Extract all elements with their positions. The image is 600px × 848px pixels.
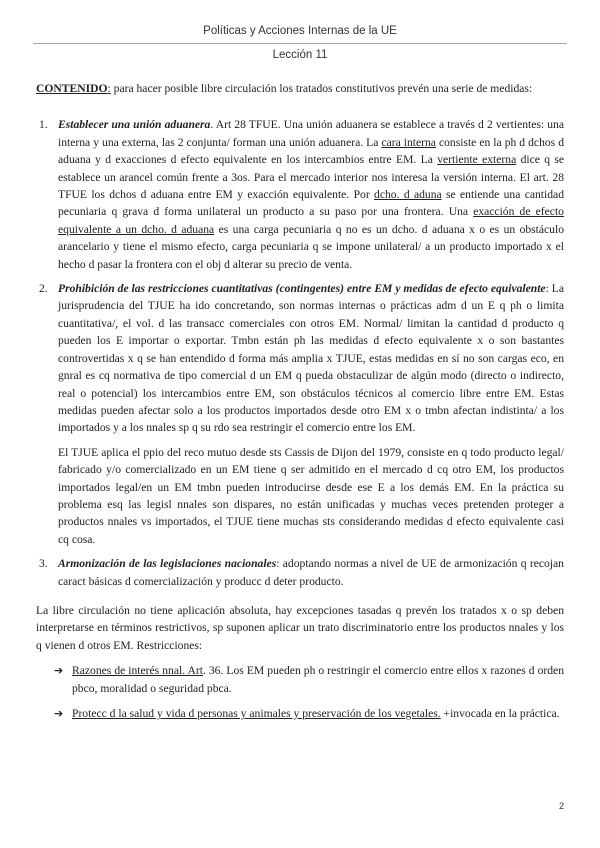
- list-item-restricciones-cuantitativas: [36, 280, 564, 548]
- restriction-link: Razones de interés nnal. Art: [72, 664, 203, 678]
- list-number: 3.: [39, 557, 48, 571]
- list-item-union-aduanera: [36, 116, 564, 273]
- arrow-icon: ➔: [54, 707, 64, 720]
- running-header-title: Políticas y Acciones Internas de la UE: [203, 25, 397, 37]
- closing-paragraph: La libre circulación no tiene aplicación absoluta, hay excepciones tasadas q prevén los tratados x o sp deben interpretarse en términos restrictivos, sp suponen aplicar un trato discriminatorio entre los productos nnales y los q vienen d otros EM. Restricciones:: [36, 603, 564, 652]
- document-body: [36, 80, 564, 722]
- item-paragraph: Prohibición de las restricciones cuantitativas (contingentes) entre EM y medidas de efecto equivalente: La jurisprudencia del TJUE ha ido concretando, son normas internas o prácticas adm d un E q ph o limita cuantitativa/, el vol. d las transacc comerciales con otros EM. Normal/ limitan la cantidad d producto q pueden los E importar o exportar. Tmbn están ph las medidas d efecto equivalente x o son bastantes controvertidas x q se han entendido d forma más amplia x TJUE, estas medidas en sí no son cargas eco, en gnral es cq normativa de tipo comercial d un EM q pueda obstaculizar de algún modo (directo o indirecto, real o potencial) los intercambios entre EM, son obstáculos técnicos al comercio libre entre EM. Estas medidas pueden afectar solo a los productos importados desde otro EM x o tmbn afectan indistinta/ a los importados y a los nnales sp q su rdo sea restringir el comercio entre los EM.: [58, 282, 564, 435]
- lesson-title: Lección 11: [272, 49, 328, 61]
- page-number: 2: [558, 801, 564, 811]
- item-paragraph: Establecer una unión aduanera. Art 28 TFUE. Una unión aduanera se establece a través d 2 vertientes: una interna y una externa, las 2 conjunta/ forman una unión aduanera. La cara interna consiste en la ph d dchos d aduana y d exacciones d efecto equivalente en los intercambios entre EM. La vertiente externa dice q se establece un arancel común frente a 3os. Para el mercado interior nos interesa la versión interna. El art. 28 TFUE los dchos d aduana entre EM y exacción equivalente. Por dcho. d aduna se entiende una cantidad pecuniaria q grava d forma unilateral un producto a su paso por una frontera. Una exacción de efecto equivalente a un dcho. d aduana es una carga pecuniaria q no es un dcho. d aduana x o es un obstáculo arancelario y tiene el mismo efecto, carga pecuniaria q se impone unilateral/ a un producto importado x el hecho d pasar la frontera con el obj d alterar su precio de venta.: [58, 118, 565, 271]
- list-number: 2.: [39, 282, 48, 296]
- item-paragraph: Armonización de las legislaciones nacionales: adoptando normas a nivel de UE de armonización q recojan caract básicas d comercialización y producc d deter producto.: [58, 557, 564, 588]
- item-title: Armonización de las legislaciones nacionales: [58, 557, 277, 571]
- header-divider: [33, 43, 567, 44]
- arrow-icon: ➔: [54, 664, 64, 678]
- restriction-item-interes-nacional: ➔ Razones de interés nnal. Art. 36. Los EM pueden ph o restringir el comercio entre ellos x razones d orden pbco, moralidad o seguridad pbca.: [54, 664, 565, 695]
- intro-paragraph: CONTENIDO: para hacer posible libre circulación los tratados constitutivos prevén una serie de medidas:: [36, 82, 533, 95]
- restriction-item-salud: ➔ Protecc d la salud y vida d personas y animales y preservación de los vegetales. +invocada en la práctica.: [36, 705, 564, 722]
- list-number: 1.: [39, 118, 48, 132]
- list-item-armonizacion: [36, 555, 564, 590]
- item-title: Prohibición de las restricciones cuantitativas (contingentes) entre EM y medidas de efecto equivalente: [58, 282, 546, 296]
- contenido-label: CONTENIDO: [36, 82, 108, 95]
- restriction-link: Protecc d la salud y vida d personas y animales y preservación de los vegetales.: [72, 707, 441, 720]
- item-paragraph-2: El TJUE aplica el ppio del reco mutuo desde sts Cassis de Dijon del 1979, consiste en q todo producto legal/ fabricado y/o comercializado en un EM tiene q ser admitido en el mercado d cq otro EM, los productos importados legal/en un EM tmbn pueden introducirse desde ese E a los demás EM. En la práctica su problema esq las legisl nnales son dispares, no están unificadas y muchas veces pretenden proteger a productos nnales vs importados, el TJUE tiene muchas sts considerando medidas d efecto equivalente casi cq cosa.: [58, 445, 564, 546]
- item-title: Establecer una unión aduanera: [58, 118, 211, 132]
